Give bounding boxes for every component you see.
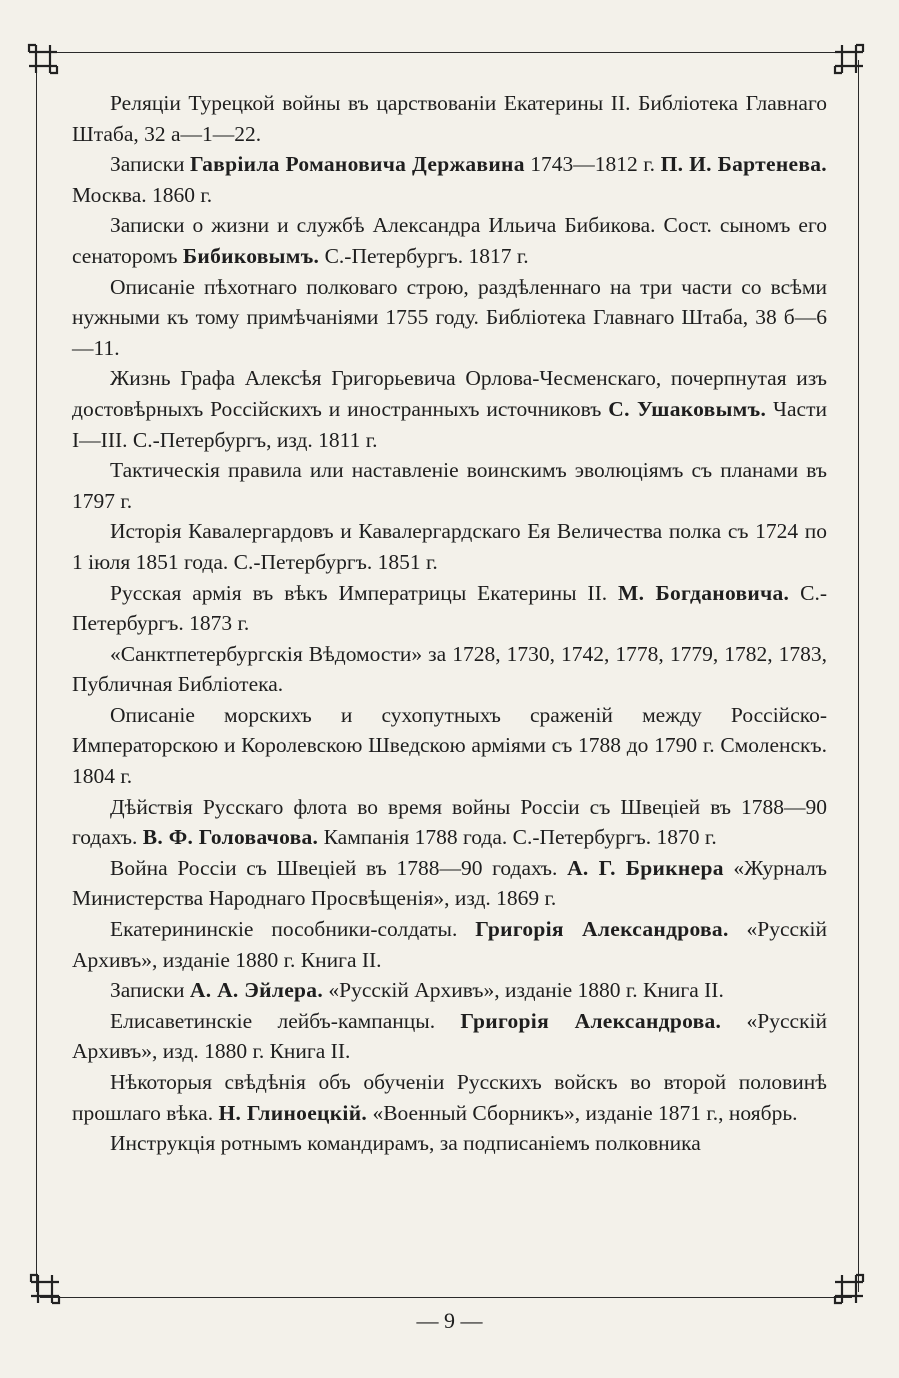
- frame-bottom-rule: [40, 1297, 852, 1298]
- bibliography-entry: [72, 914, 827, 975]
- entry-text: Описаніе пѣхотнаго полковаго строю, раздѣленнаго на три части со всѣми нужными къ тому примѣчаніями 1755 году. Библіотека Главнаго Штаба, 38 б—6—11.: [72, 274, 827, 360]
- bibliography-entry: [72, 516, 827, 577]
- bibliography-entry: [72, 363, 827, 455]
- entry-text: «Санктпетербургскія Вѣдомости» за 1728, 1730, 1742, 1778, 1779, 1782, 1783, Публичная Библіотека.: [72, 641, 827, 697]
- frame-top-rule: [40, 52, 852, 53]
- bibliography-list: [72, 88, 827, 1159]
- corner-ornament-icon: [832, 42, 866, 76]
- entry-text: Тактическія правила или наставленіе воинскимъ эволюціямъ съ планами въ 1797 г.: [72, 458, 827, 513]
- author-name: Бибиковымъ.: [182, 243, 320, 268]
- entry-text: Записки: [110, 978, 190, 1003]
- bibliography-entry: [72, 853, 827, 914]
- corner-ornament-icon: [832, 1272, 866, 1306]
- entry-text: Нѣкоторыя свѣдѣнія объ обученіи Русскихъ войскъ во второй половинѣ прошлаго вѣка.: [72, 1070, 827, 1125]
- bibliography-entry: [72, 88, 827, 149]
- bibliography-entry: [72, 272, 827, 364]
- entry-text: Москва. 1860 г.: [72, 182, 213, 207]
- entry-text: Реляціи Турецкой войны въ царствованіи Екатерины II. Библіотека Главнаго Штаба, 32 а—1—22.: [72, 91, 827, 146]
- corner-ornament-icon: [26, 42, 60, 76]
- bibliography-entry: [72, 975, 827, 1006]
- entry-text: Описаніе морскихъ и сухопутныхъ сраженій между Россійско-Императорскою и Королевскою Шведскою арміями съ 1788 до 1790 г. Смоленскъ. 1804 г.: [72, 702, 827, 789]
- bibliography-entry: [72, 1128, 827, 1159]
- entry-text: «Русскій Архивъ», изд. 1880 г. Книга II.: [72, 1008, 827, 1064]
- bibliography-entry: [72, 578, 827, 639]
- bibliography-entry: [72, 210, 827, 271]
- entry-text: «Русскій Архивъ», изданіе 1880 г. Книга II.: [323, 978, 724, 1003]
- author-name: С. Ушаковымъ.: [608, 396, 767, 421]
- frame-right-rule: [858, 60, 859, 1292]
- entry-text: «Военный Сборникъ», изданіе 1871 г., ноябрь.: [367, 1100, 798, 1125]
- entry-text: Дѣйствія Русскаго флота во время войны Россіи съ Швеціей въ 1788—90 годахъ.: [72, 794, 827, 850]
- entry-text: Записки о жизни и службѣ Александра Ильича Бибикова. Сост. сыномъ его сенаторомъ: [72, 213, 827, 268]
- entry-text: Исторія Кавалергардовъ и Кавалергардскаго Ея Величества полка съ 1724 по 1 іюля 1851 года. С.-Петербургъ. 1851 г.: [72, 519, 827, 574]
- entry-text: Елисаветинскіе лейбъ-кампанцы.: [110, 1008, 461, 1033]
- bibliography-entry: [72, 700, 827, 792]
- bibliography-entry: [72, 1067, 827, 1128]
- author-name: Григорія Александрова.: [475, 917, 729, 942]
- entry-text: С.-Петербургъ. 1817 г.: [319, 243, 529, 268]
- entry-text: Русская армія въ вѣкъ Императрицы Екатерины II.: [110, 580, 619, 605]
- bibliography-entry: [72, 149, 827, 210]
- author-name: Н. Глиноецкій.: [218, 1100, 368, 1125]
- entry-text: 1743—1812 г.: [524, 152, 661, 177]
- author-name: А. А. Эйлера.: [189, 978, 324, 1003]
- bibliography-entry: [72, 455, 827, 516]
- entry-text: Война Россіи съ Швеціей въ 1788—90 годахъ.: [110, 855, 568, 880]
- author-name: В. Ф. Головачова.: [142, 825, 319, 850]
- entry-text: Жизнь Графа Алексѣя Григорьевича Орлова-Чесменскаго, почерпнутая изъ достовѣрныхъ Россійскихъ и иностранныхъ источниковъ: [72, 366, 827, 421]
- author-name: Григорія Александрова.: [460, 1008, 722, 1033]
- entry-text: Части I—III. С.-Петербургъ, изд. 1811 г.: [72, 396, 827, 452]
- author-name: П. И. Бартенева.: [660, 152, 827, 177]
- bibliography-entry: [72, 639, 827, 700]
- author-name: М. Богдановича.: [618, 580, 790, 605]
- entry-text: Кампанія 1788 года. С.-Петербургъ. 1870 г.: [318, 825, 717, 850]
- entry-text: Екатерининскіе пособники-солдаты.: [110, 917, 476, 942]
- entry-text: «Журналъ Министерства Народнаго Просвѣщенія», изд. 1869 г.: [72, 855, 827, 911]
- bibliography-entry: [72, 1006, 827, 1067]
- bibliography-entry: [72, 792, 827, 853]
- entry-text: С.-Петербургъ. 1873 г.: [72, 580, 828, 636]
- entry-text: «Русскій Архивъ», изданіе 1880 г. Книга II.: [72, 917, 828, 972]
- entry-text: Записки: [110, 152, 191, 177]
- author-name: А. Г. Брикнера: [567, 855, 724, 880]
- author-name: Гавріила Романовича Державина: [190, 152, 525, 177]
- page-number: — 9 —: [416, 1308, 483, 1333]
- frame-left-rule: [36, 60, 37, 1292]
- corner-ornament-icon: [28, 1272, 62, 1306]
- entry-text: Инструкція ротнымъ командирамъ, за подписаніемъ полковника: [110, 1131, 701, 1156]
